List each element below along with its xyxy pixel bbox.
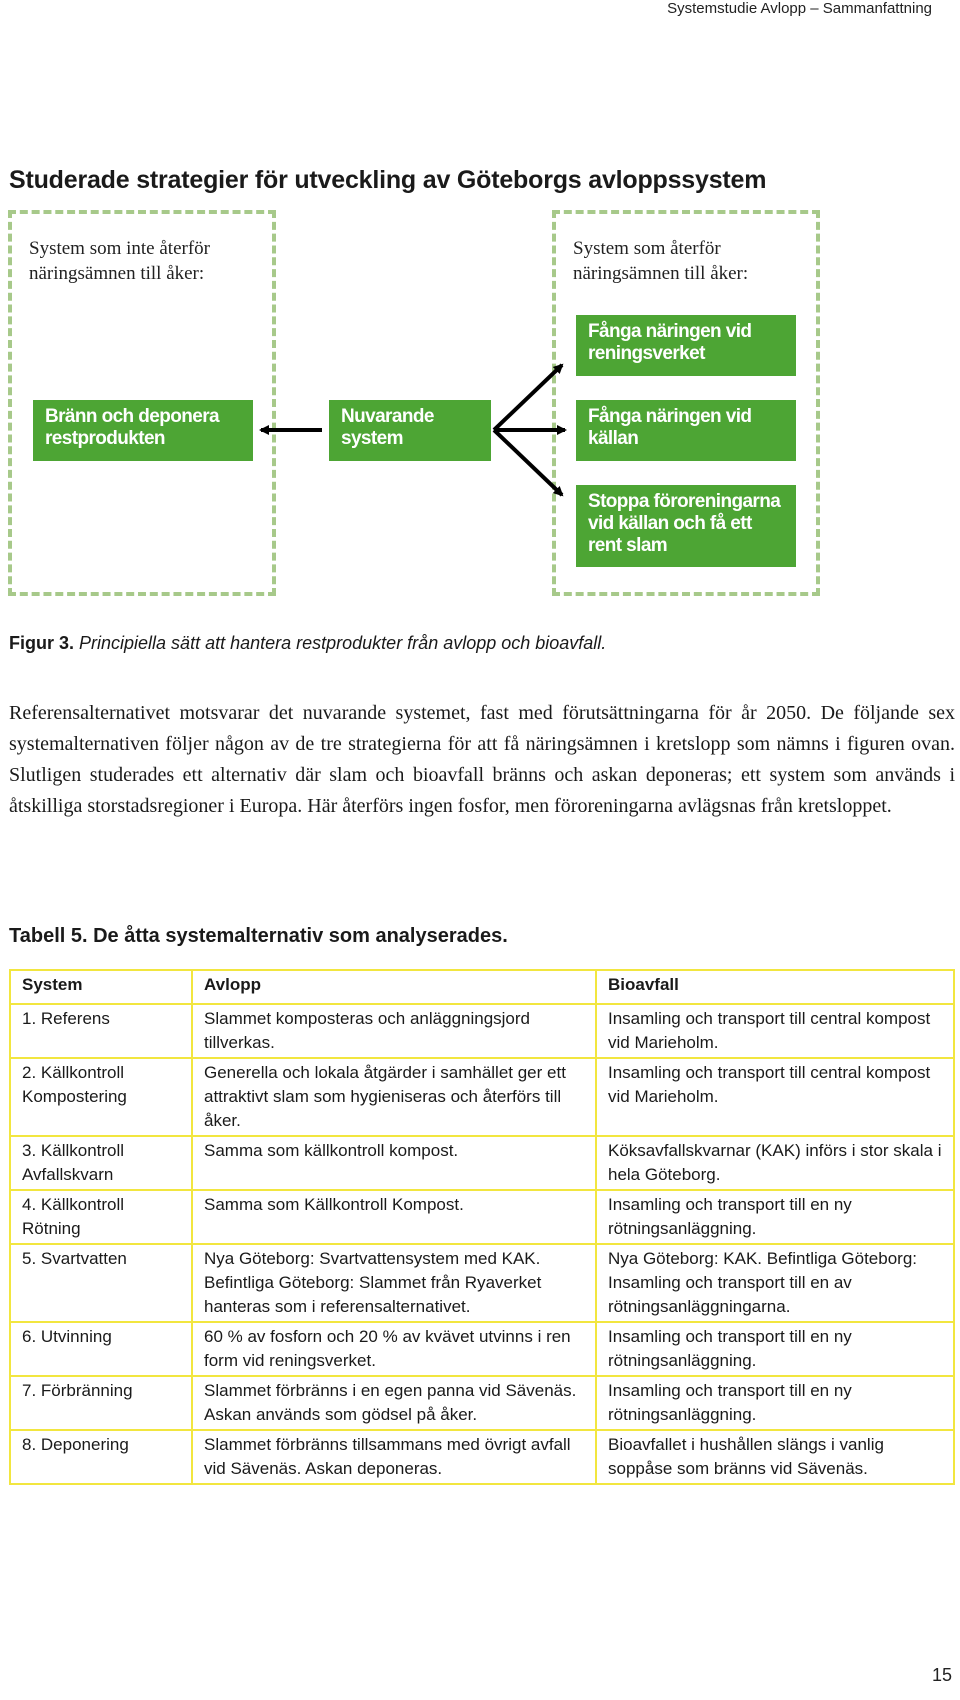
figure-arrows — [0, 0, 960, 700]
cell-bioavfall: Köksavfallskvarnar (KAK) införs i stor skala i hela Göteborg. — [596, 1136, 954, 1190]
header-avlopp: Avlopp — [192, 970, 596, 1004]
cell-avlopp: Slammet förbränns tillsammans med övrigt avfall vid Sävenäs. Askan deponeras. — [192, 1430, 596, 1484]
table-row — [10, 1058, 954, 1136]
cell-avlopp: 60 % av fosforn och 20 % av kvävet utvinns i ren form vid reningsverket. — [192, 1322, 596, 1376]
cell-avlopp: Samma som källkontroll kompost. — [192, 1136, 596, 1190]
cell-system: 1. Referens — [10, 1004, 192, 1058]
cell-bioavfall: Nya Göteborg: KAK. Befintliga Göteborg: Insamling och transport till en av rötningsanläggningarna. — [596, 1244, 954, 1322]
cell-avlopp: Nya Göteborg: Svartvattensystem med KAK. Befintliga Göteborg: Slammet från Ryaverket hanteras som i referensalternativet. — [192, 1244, 596, 1322]
table-row — [10, 1376, 954, 1430]
system-alternatives-table — [9, 969, 955, 1485]
cell-system: 8. Deponering — [10, 1430, 192, 1484]
capture-at-treatment-plant-box: Fånga näringen vid reningsverket — [576, 315, 796, 376]
running-header: Systemstudie Avlopp – Sammanfattning — [667, 0, 932, 17]
figure-caption-label: Figur 3. — [9, 633, 75, 653]
table-row — [10, 1136, 954, 1190]
capture-at-source-box: Fånga näringen vid källan — [576, 400, 796, 461]
cell-system: 6. Utvinning — [10, 1322, 192, 1376]
cell-system: 2. Källkontroll Kompostering — [10, 1058, 192, 1136]
arrow-to-reningsverket — [494, 365, 562, 430]
cell-avlopp: Slammet förbränns i en egen panna vid Sävenäs. Askan används som gödsel på åker. — [192, 1376, 596, 1430]
cell-bioavfall: Insamling och transport till central kompost vid Marieholm. — [596, 1004, 954, 1058]
cell-system: 5. Svartvatten — [10, 1244, 192, 1322]
table-row — [10, 1244, 954, 1322]
table-header-row — [10, 970, 954, 1004]
cell-system: 4. Källkontroll Rötning — [10, 1190, 192, 1244]
body-paragraph: Referensalternativet motsvarar det nuvarande systemet, fast med förutsättningarna för år 2050. De följande sex systemalternativen följer någon av de tre strategierna för att få näringsämnen i kretslopp som nämns i figuren ovan. Slutligen studerades ett alternativ där slam och bioavfall bränns och askan deponeras; ett system som används i åtskilliga storstadsregioner i Europa. Här återförs ingen fosfor, men föroreningarna avlägsnas från kretsloppet. — [9, 702, 955, 817]
stop-pollutants-box: Stoppa föroreningarna vid källan och få ett rent slam — [576, 485, 796, 567]
header-bioavfall: Bioavfall — [596, 970, 954, 1004]
table-row — [10, 1430, 954, 1484]
arrow-to-stoppa — [494, 430, 562, 495]
cell-avlopp: Slammet komposteras och anläggningsjord tillverkas. — [192, 1004, 596, 1058]
header-system: System — [10, 970, 192, 1004]
figure-caption-text: Principiella sätt att hantera restprodukter från avlopp och bioavfall. — [74, 633, 607, 653]
table-row — [10, 1190, 954, 1244]
page-number: 15 — [931, 1665, 952, 1685]
cell-avlopp: Generella och lokala åtgärder i samhället ger ett attraktivt slam som hygieniseras och återförs till åker. — [192, 1058, 596, 1136]
cell-bioavfall: Bioavfallet i hushållen slängs i vanlig soppåse som bränns vid Sävenäs. — [596, 1430, 954, 1484]
burn-and-landfill-box: Bränn och deponera restprodukten — [33, 400, 253, 461]
cell-bioavfall: Insamling och transport till central kompost vid Marieholm. — [596, 1058, 954, 1136]
non-recycling-label: System som inte återför näringsämnen till åker: — [29, 238, 210, 284]
cell-bioavfall: Insamling och transport till en ny rötningsanläggning. — [596, 1376, 954, 1430]
cell-system: 7. Förbränning — [10, 1376, 192, 1430]
current-system-box: Nuvarande system — [329, 400, 491, 461]
section-title: Studerade strategier för utveckling av Göteborgs avloppssystem — [9, 166, 767, 194]
recycling-label: System som återför näringsämnen till åker: — [573, 238, 749, 284]
table-title: Tabell 5. De åtta systemalternativ som analyserades. — [9, 925, 508, 947]
table-row — [10, 1004, 954, 1058]
table-row — [10, 1322, 954, 1376]
cell-bioavfall: Insamling och transport till en ny rötningsanläggning. — [596, 1190, 954, 1244]
cell-bioavfall: Insamling och transport till en ny rötningsanläggning. — [596, 1322, 954, 1376]
cell-avlopp: Samma som Källkontroll Kompost. — [192, 1190, 596, 1244]
cell-system: 3. Källkontroll Avfallskvarn — [10, 1136, 192, 1190]
figure-caption — [9, 633, 606, 654]
